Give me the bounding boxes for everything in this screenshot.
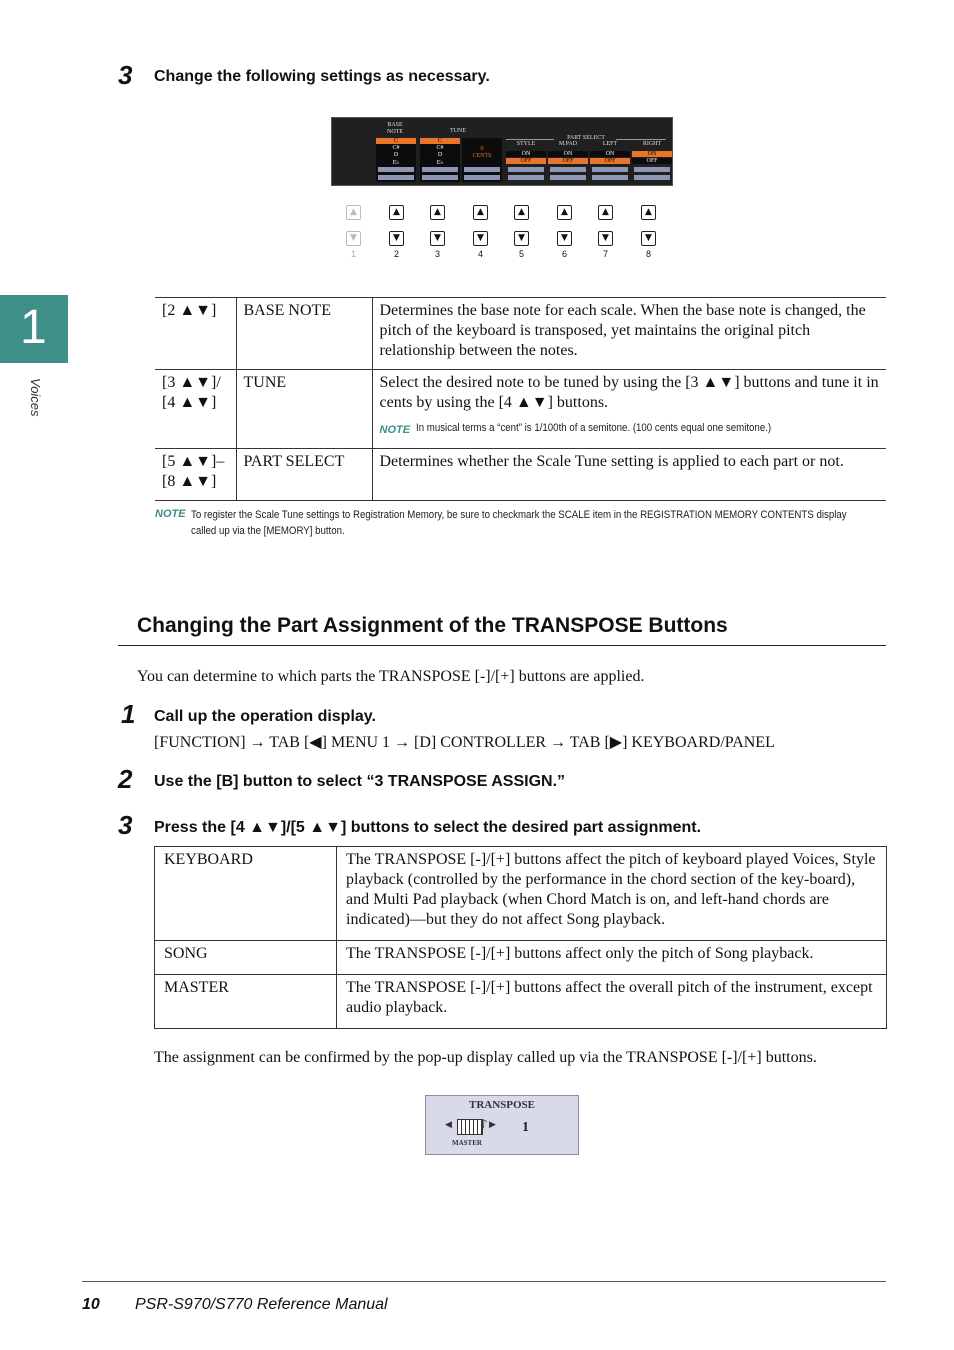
button-8-up[interactable]: ▲ xyxy=(641,205,656,220)
chapter-label: Voices xyxy=(28,378,43,417)
button-7-down[interactable]: ▼ xyxy=(598,231,613,246)
lcd-note: C# xyxy=(392,145,400,151)
table-cell-button: [2 ▲▼] xyxy=(155,298,236,370)
tune-cents-column xyxy=(462,138,502,182)
lcd-note: C# xyxy=(436,145,444,151)
button-8-down[interactable]: ▼ xyxy=(641,231,656,246)
table-cell-name: BASE NOTE xyxy=(236,298,372,370)
part-name: M.PAD xyxy=(558,141,578,147)
table-cell-desc: The TRANSPOSE [-]/[+] buttons affect the overall pitch of the instrument, except audio playback. xyxy=(337,975,887,1029)
step-text: Press the [4 ▲▼]/[5 ▲▼] buttons to select the desired part assignment. xyxy=(154,819,702,836)
base-note-column xyxy=(376,138,416,182)
step-path: [FUNCTION] → TAB [◀] MENU 1 → [D] CONTROLLER → TAB [▶] KEYBOARD/PANEL xyxy=(154,734,775,751)
page-number: 10 xyxy=(82,1296,100,1313)
step-text: Call up the operation display. xyxy=(154,708,376,725)
table-cell-desc xyxy=(372,370,886,449)
lcd-note: D xyxy=(437,152,443,158)
note-tag: NOTE xyxy=(379,424,411,436)
section-intro: You can determine to which parts the TRANSPOSE [-]/[+] buttons are applied. xyxy=(137,668,645,685)
button-2-up[interactable]: ▲ xyxy=(389,205,404,220)
button-4-down[interactable]: ▼ xyxy=(473,231,488,246)
button-3-up[interactable]: ▲ xyxy=(430,205,445,220)
table-cell-name: KEYBOARD xyxy=(155,847,337,941)
table-cell-desc: Determines whether the Scale Tune setting is applied to each part or not. xyxy=(372,449,886,501)
confirm-text: The assignment can be confirmed by the pop-up display called up via the TRANSPOSE [-]/[+] buttons. xyxy=(154,1049,817,1066)
transpose-value: 1 xyxy=(522,1120,529,1135)
step-number: 1 xyxy=(121,699,136,729)
scale-tune-table xyxy=(155,297,886,501)
part-on: ON xyxy=(548,151,588,157)
tune-unit: CENTS xyxy=(472,153,492,159)
step-number: 3 xyxy=(118,60,133,90)
part-name: STYLE xyxy=(516,141,536,147)
part-off: OFF xyxy=(632,158,672,164)
left-arrow-icon: ◀ xyxy=(445,1120,452,1130)
part-right-column xyxy=(632,138,672,182)
popup-title: TRANSPOSE xyxy=(468,1099,536,1111)
button-number: 8 xyxy=(645,249,651,259)
button-7-up[interactable]: ▲ xyxy=(598,205,613,220)
step-number: 2 xyxy=(118,764,133,794)
table-cell-button: [3 ▲▼]/ [4 ▲▼] xyxy=(155,370,236,449)
part-mpad-column xyxy=(548,138,588,182)
tune-note-column xyxy=(420,138,460,182)
table-row xyxy=(155,298,886,370)
chapter-number: 1 xyxy=(20,301,47,354)
part-style-column xyxy=(506,138,546,182)
heading-rule xyxy=(118,645,886,646)
table-cell-button: [5 ▲▼]– [8 ▲▼] xyxy=(155,449,236,501)
button-6-down[interactable]: ▼ xyxy=(557,231,572,246)
table-cell-name: SONG xyxy=(155,941,337,975)
button-6-up[interactable]: ▲ xyxy=(557,205,572,220)
part-name: LEFT xyxy=(602,141,618,147)
section-heading: Changing the Part Assignment of the TRANSPOSE Buttons xyxy=(137,614,728,637)
note-text: In musical terms a “cent” is 1/100th of a semitone. (100 cents equal one semitone.) xyxy=(415,422,771,434)
button-number: 4 xyxy=(477,249,483,259)
note-icon: ♪ xyxy=(480,1117,488,1131)
note-text: To register the Scale Tune settings to Registration Memory, be sure to checkmark the SCALE item in the REGISTRATION MEMORY CONTENTS display called up via the [MEMORY] button. xyxy=(191,509,847,537)
part-name: RIGHT xyxy=(642,141,662,147)
button-number: 2 xyxy=(393,249,399,259)
table-row xyxy=(155,370,886,449)
step-text: Change the following settings as necessary. xyxy=(154,68,490,85)
lcd-note: E♭ xyxy=(436,160,444,166)
button-3-down[interactable]: ▼ xyxy=(430,231,445,246)
base-note-label: BASE NOTE xyxy=(387,122,403,135)
table-cell-name: PART SELECT xyxy=(236,449,372,501)
step-number: 3 xyxy=(118,810,133,840)
footer-rule xyxy=(82,1281,886,1282)
table-row xyxy=(155,449,886,501)
button-number: 5 xyxy=(518,249,524,259)
button-number: 6 xyxy=(561,249,567,259)
table-row xyxy=(155,975,887,1029)
table-cell-name: TUNE xyxy=(236,370,372,449)
manual-title: PSR-S970/S770 Reference Manual xyxy=(135,1296,388,1313)
step-text: Use the [B] button to select “3 TRANSPOSE ASSIGN.” xyxy=(154,773,566,790)
table-desc-text: Select the desired note to be tuned by using the [3 ▲▼] buttons and tune it in cents by using the [4 ▲▼] buttons. xyxy=(379,374,879,411)
button-2-down[interactable]: ▼ xyxy=(389,231,404,246)
lcd-note: E♭ xyxy=(392,160,400,166)
part-off: OFF xyxy=(590,158,630,164)
tune-value: 0 xyxy=(480,146,484,152)
part-select-label: PART SELECT xyxy=(567,135,605,141)
table-cell-desc: The TRANSPOSE [-]/[+] buttons affect only the pitch of Song playback. xyxy=(337,941,887,975)
note-tag: NOTE xyxy=(155,508,186,520)
table-note xyxy=(380,420,880,440)
part-off: OFF xyxy=(506,158,546,164)
lcd-note: D xyxy=(393,152,399,158)
lcd-note: C xyxy=(376,138,416,144)
tune-label: TUNE xyxy=(450,128,466,134)
button-1-up[interactable]: ▲ xyxy=(346,205,361,220)
table-cell-desc: Determines the base note for each scale. When the base note is changed, the pitch of the keyboard is transposed, yet maintains the original pitch relationship between the notes. xyxy=(372,298,886,370)
table-row xyxy=(155,847,887,941)
transpose-assign-table xyxy=(154,846,887,1029)
popup-sub: MASTER xyxy=(452,1139,482,1147)
button-number: 7 xyxy=(602,249,608,259)
part-on: ON xyxy=(632,151,672,157)
scale-tune-display xyxy=(331,117,673,186)
button-5-down[interactable]: ▼ xyxy=(514,231,529,246)
table-cell-name: MASTER xyxy=(155,975,337,1029)
part-off: OFF xyxy=(548,158,588,164)
lcd-note: C xyxy=(420,138,460,144)
button-4-up[interactable]: ▲ xyxy=(473,205,488,220)
transpose-popup xyxy=(425,1095,579,1155)
button-number: 1 xyxy=(350,249,356,259)
right-arrow-icon: ▶ xyxy=(489,1120,496,1130)
table-row xyxy=(155,941,887,975)
part-on: ON xyxy=(590,151,630,157)
button-5-up[interactable]: ▲ xyxy=(514,205,529,220)
part-left-column xyxy=(590,138,630,182)
table-cell-desc: The TRANSPOSE [-]/[+] buttons affect the pitch of keyboard played Voices, Style playback (controlled by the performance in the chord section of the key-board), and Multi Pad playback (when Chord Match is on, and left-hand chords are indicated)—but they do not affect Song playback. xyxy=(337,847,887,941)
part-on: ON xyxy=(506,151,546,157)
button-number: 3 xyxy=(434,249,440,259)
button-1-down[interactable]: ▼ xyxy=(346,231,361,246)
